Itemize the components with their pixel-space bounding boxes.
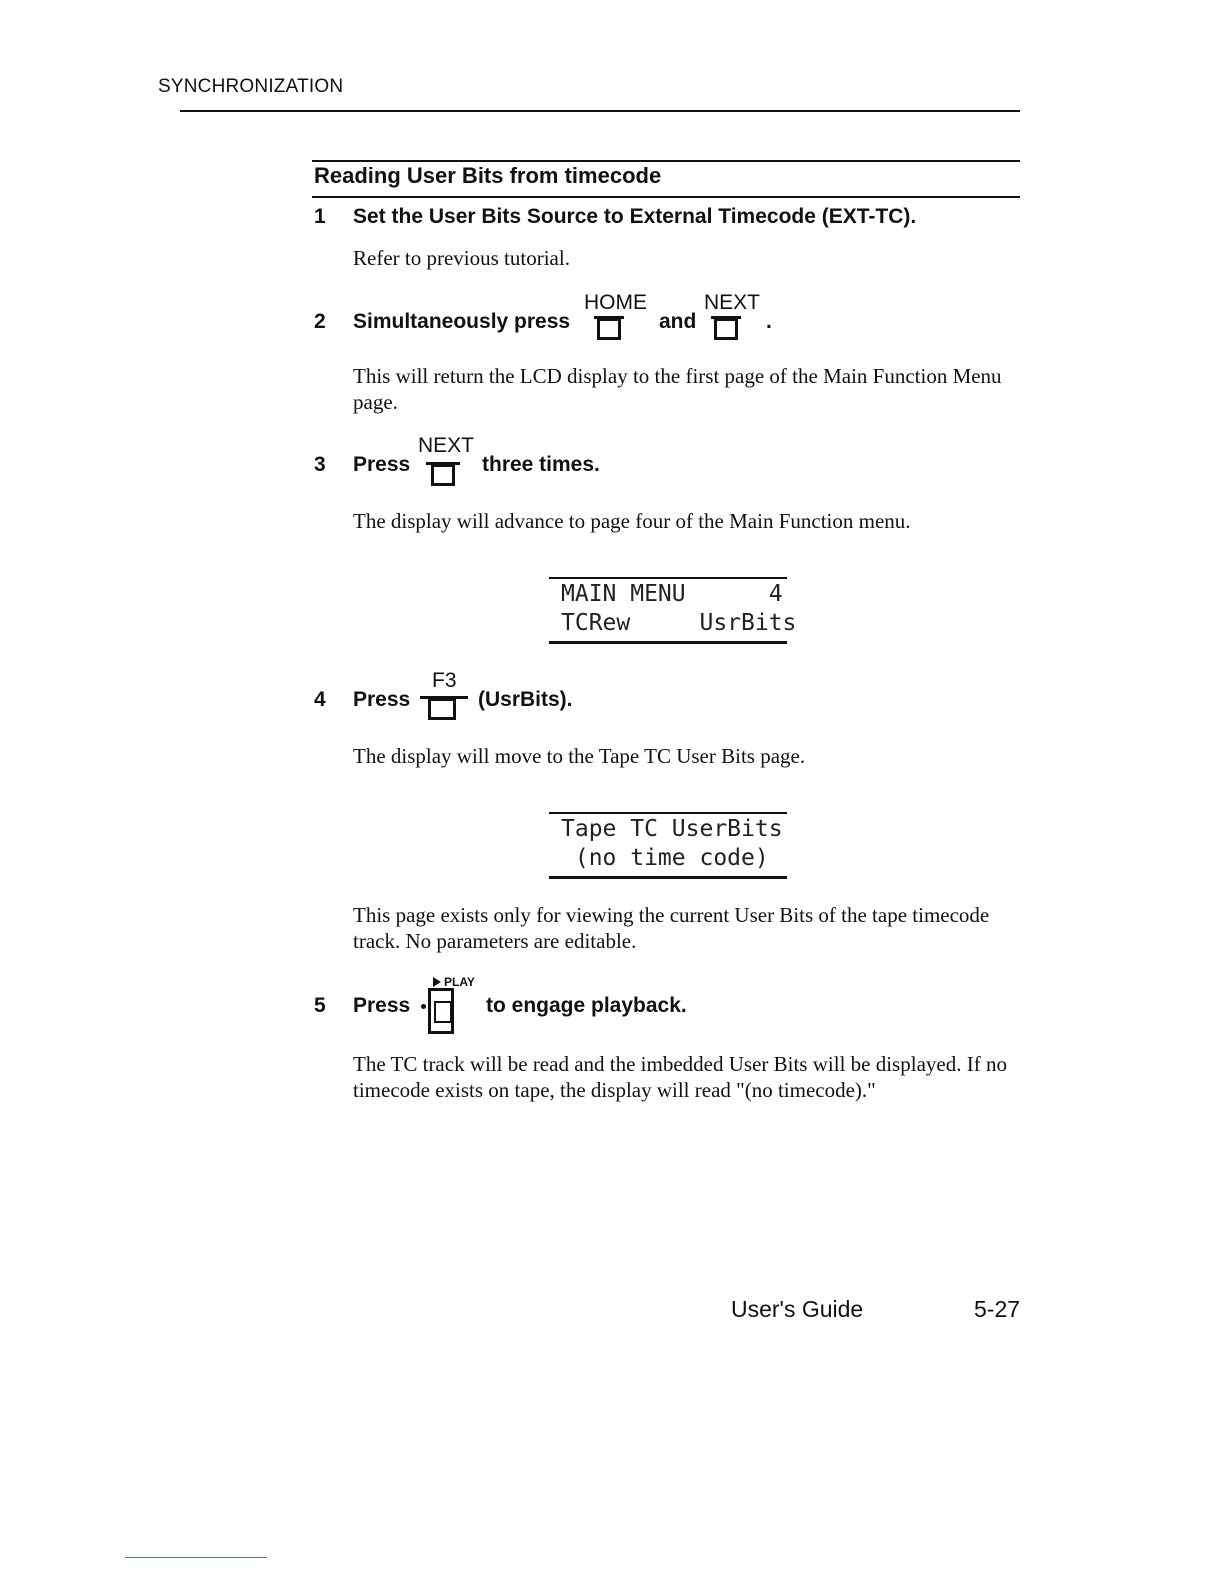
step-instruction: Simultaneously press	[353, 310, 571, 333]
step-instruction-suffix: to engage playback.	[486, 994, 687, 1017]
home-key-icon	[597, 318, 621, 340]
lcd-display	[549, 577, 797, 644]
next-key-label: NEXT	[418, 434, 475, 457]
step-body: This will return the LCD display to the first page of the Main Function Menu page.	[353, 364, 1002, 414]
running-header: SYNCHRONIZATION	[158, 76, 344, 97]
step-number: 2	[314, 310, 326, 333]
next-key-icon	[431, 464, 455, 486]
step-connector: and	[659, 310, 697, 333]
play-triangle-icon	[433, 977, 441, 987]
step-body: The TC track will be read and the imbedded User Bits will be displayed. If no timecode exists on tape, the display will read "(no timecode)."	[353, 1052, 1007, 1102]
step-number: 3	[314, 453, 326, 476]
next-key-icon	[714, 318, 738, 340]
play-key-label: PLAY	[444, 975, 475, 989]
step-instruction: Press	[353, 453, 411, 476]
page-number: 5-27	[974, 1296, 1021, 1322]
lcd-line-2: (no time code)	[561, 845, 769, 871]
f3-key-label: F3	[432, 669, 457, 692]
lcd-line-1: Tape TC UserBits	[561, 816, 783, 842]
step-number: 5	[314, 994, 326, 1017]
step-number: 4	[314, 688, 326, 711]
step-body: The display will advance to page four of the Main Function menu.	[353, 509, 911, 533]
step-period: .	[766, 310, 772, 333]
play-key-inner	[434, 1001, 452, 1023]
f3-key-icon	[428, 698, 456, 720]
next-key-label: NEXT	[704, 291, 761, 314]
step-body: Refer to previous tutorial.	[353, 246, 570, 270]
step-note: This page exists only for viewing the current User Bits of the tape timecode track. No parameters are editable.	[353, 903, 990, 953]
footer-guide-title: User's Guide	[731, 1296, 864, 1322]
step-instruction-suffix: (UsrBits).	[478, 688, 573, 711]
step-instruction: Press	[353, 994, 411, 1017]
step-instruction: Press	[353, 688, 411, 711]
section-bottom-rule	[312, 196, 1020, 198]
bottom-link-line	[125, 1557, 267, 1558]
lcd-line-2: TCRew UsrBits	[561, 610, 797, 636]
home-key-label: HOME	[584, 291, 647, 314]
step-body: The display will move to the Tape TC User Bits page.	[353, 744, 806, 768]
section-top-rule	[312, 160, 1020, 162]
section-title: Reading User Bits from timecode	[314, 163, 662, 188]
led-dot-icon	[421, 1004, 426, 1009]
step-instruction-suffix: three times.	[482, 453, 600, 476]
lcd-display	[549, 812, 787, 879]
step-instruction: Set the User Bits Source to External Timecode (EXT-TC).	[353, 205, 917, 228]
play-key-icon	[428, 988, 454, 1034]
header-rule	[180, 110, 1020, 112]
lcd-line-1: MAIN MENU 4	[561, 581, 783, 607]
step-number: 1	[314, 205, 326, 228]
